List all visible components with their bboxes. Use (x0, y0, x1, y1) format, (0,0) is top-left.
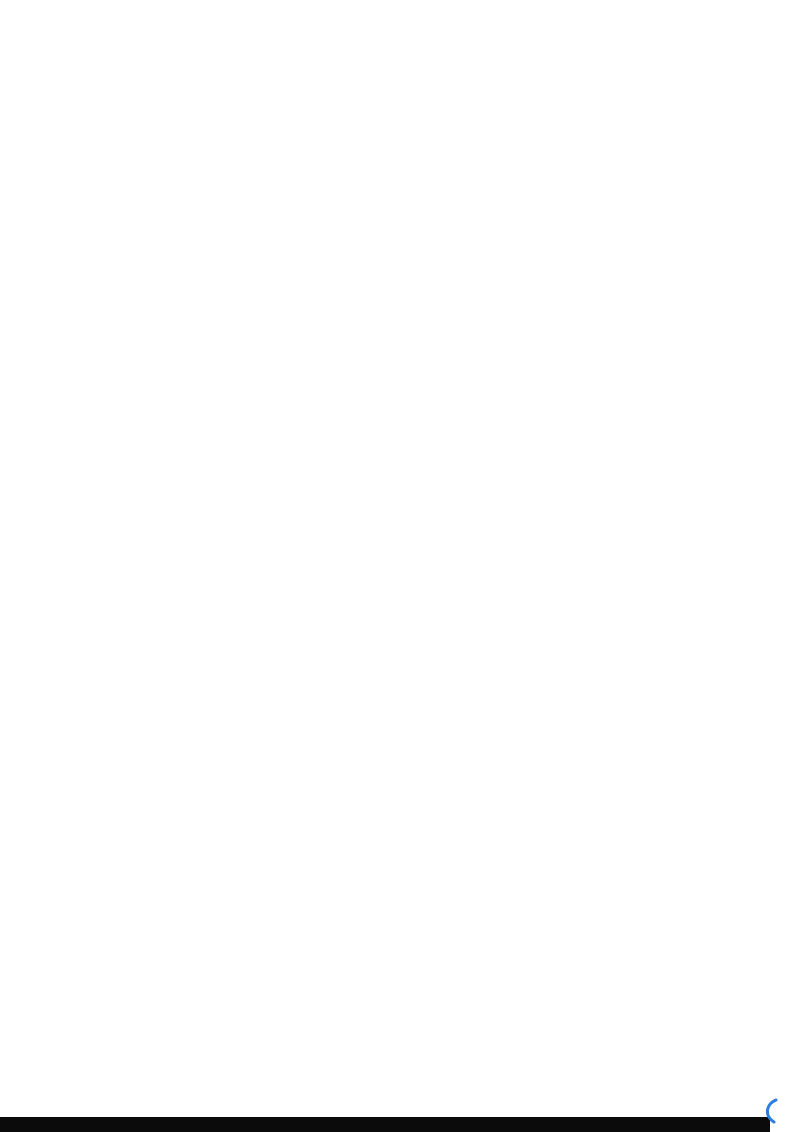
bottom-bar (0, 1117, 770, 1132)
loading-arc-icon (760, 1096, 782, 1126)
